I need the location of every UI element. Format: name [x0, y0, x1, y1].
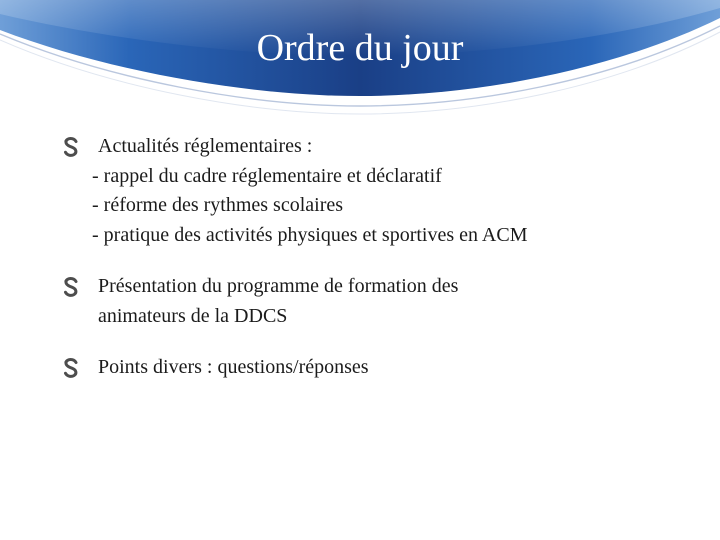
agenda-subitem: - rappel du cadre réglementaire et déclaratif: [92, 164, 442, 187]
agenda-item-training-program: [50, 272, 690, 331]
agenda-item-text: Actualités réglementaires :: [98, 135, 313, 157]
slide-title: Ordre du jour: [256, 27, 464, 69]
agenda-subitem: - réforme des rythmes scolaires: [92, 194, 344, 216]
agenda-item-text: Présentation du programme de formation des: [98, 275, 459, 297]
agenda-list: [50, 132, 690, 383]
s-shaped-bullet-icon: [61, 357, 81, 379]
agenda-item-text: Points divers : questions/réponses: [98, 356, 369, 378]
agenda-item-regulations: [50, 132, 690, 250]
agenda-subitem: - pratique des activités physiques et sportives en ACM: [92, 223, 528, 246]
s-shaped-bullet-icon: [61, 276, 81, 298]
s-shaped-bullet-icon: [61, 136, 81, 158]
agenda-item-text: animateurs de la DDCS: [98, 304, 288, 327]
agenda-item-misc: [50, 353, 690, 383]
